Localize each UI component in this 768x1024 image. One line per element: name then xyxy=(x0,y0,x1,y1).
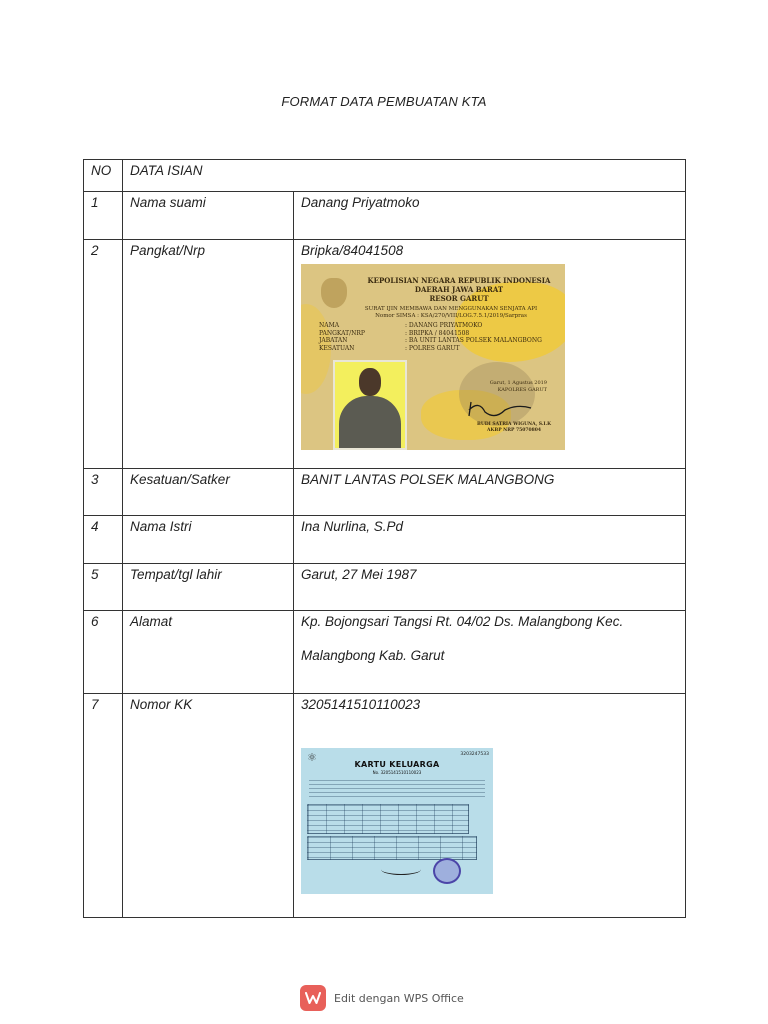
firearm-permit-card-image xyxy=(301,264,565,450)
table-row xyxy=(84,469,686,516)
table-row xyxy=(84,564,686,611)
row-value: Danang Priyatmoko xyxy=(294,192,686,240)
row-label: Kesatuan/Satker xyxy=(123,469,294,516)
card-fields xyxy=(319,322,542,352)
card-field: PANGKAT/NRP : BRIPKA / 84041508 xyxy=(319,329,470,337)
family-card-number: No. 3205141510110023 xyxy=(372,770,422,775)
card-header-3: RESOR GARUT xyxy=(429,294,489,303)
family-card-image xyxy=(301,748,493,894)
wps-edit-badge[interactable] xyxy=(300,985,464,1011)
row-value: Ina Nurlina, S.Pd xyxy=(294,516,686,564)
row-number: 4 xyxy=(84,516,123,564)
table-row xyxy=(84,694,686,918)
card-header-1: KEPOLISIAN NEGARA REPUBLIK INDONESIA xyxy=(367,276,551,285)
card-number: Nomor SIMSA : KSA/270/VIII/LOG.7.5.1/2019/Sarpras xyxy=(375,313,527,319)
card-header-2: DAERAH JAWA BARAT xyxy=(414,285,504,294)
row-label: Nama Istri xyxy=(123,516,294,564)
row-value: Bripka/84041508 xyxy=(301,243,404,258)
header-data: DATA ISIAN xyxy=(123,160,686,192)
row-value: 3205141510110023 xyxy=(301,697,421,712)
row-label: Nama suami xyxy=(123,192,294,240)
data-table xyxy=(83,159,686,918)
garuda-emblem-icon: ⚛ xyxy=(307,751,317,764)
row-value-line2: Malangbong Kab. Garut xyxy=(301,648,445,663)
row-value: Garut, 27 Mei 1987 xyxy=(294,564,686,611)
card-field: JABATAN : BA UNIT LANTAS POLSEK MALANGBONG xyxy=(319,337,542,345)
table-header-row xyxy=(84,160,686,192)
row-value: BANIT LANTAS POLSEK MALANGBONG xyxy=(294,469,686,516)
family-card-member-table xyxy=(307,804,469,834)
row-value-cell xyxy=(294,611,686,694)
row-number: 2 xyxy=(84,240,123,469)
document-title: FORMAT DATA PEMBUATAN KTA xyxy=(281,94,487,109)
row-label: Alamat xyxy=(123,611,294,694)
row-number: 1 xyxy=(84,192,123,240)
signature-icon xyxy=(465,398,535,420)
row-label: Nomor KK xyxy=(123,694,294,918)
family-card-signature xyxy=(381,864,421,875)
row-value-cell xyxy=(294,694,686,918)
row-label: Tempat/tgl lahir xyxy=(123,564,294,611)
row-number: 6 xyxy=(84,611,123,694)
row-number: 7 xyxy=(84,694,123,918)
row-number: 3 xyxy=(84,469,123,516)
row-value-cell xyxy=(294,240,686,469)
row-number: 5 xyxy=(84,564,123,611)
family-card-info-lines xyxy=(309,780,485,800)
card-field: KESATUAN : POLRES GARUT xyxy=(319,344,460,352)
table-row xyxy=(84,192,686,240)
card-field: NAMA : DANANG PRIYATMOKO xyxy=(319,322,483,329)
table-row xyxy=(84,516,686,564)
police-emblem-icon xyxy=(321,278,347,308)
wps-edit-label: Edit dengan WPS Office xyxy=(334,991,464,1005)
row-value: Kp. Bojongsari Tangsi Rt. 04/02 Ds. Malangbong Kec. xyxy=(301,614,624,629)
header-no: NO xyxy=(84,160,123,192)
family-card-title: KARTU KELUARGA xyxy=(354,760,440,769)
family-card-serial: 3203247533 xyxy=(460,752,489,757)
table-row xyxy=(84,240,686,469)
card-sign-info: Garut, 1 Agustus 2019 KAPOLRES GARUT xyxy=(489,380,547,393)
row-label: Pangkat/Nrp xyxy=(123,240,294,469)
family-card-stamp xyxy=(433,858,461,884)
officer-photo xyxy=(333,360,407,450)
card-subtitle: SURAT IJIN MEMBAWA DAN MENGGUNAKAN SENJATA API xyxy=(364,306,538,312)
wps-logo-icon xyxy=(300,985,326,1011)
family-card-detail-table xyxy=(307,836,477,860)
photo-uniform xyxy=(339,396,401,448)
table-row xyxy=(84,611,686,694)
card-sign-name: BUDI SATRIA WIGUNA, S.I.K AKBP NRP 75070804 xyxy=(477,422,551,433)
photo-head xyxy=(359,368,381,396)
